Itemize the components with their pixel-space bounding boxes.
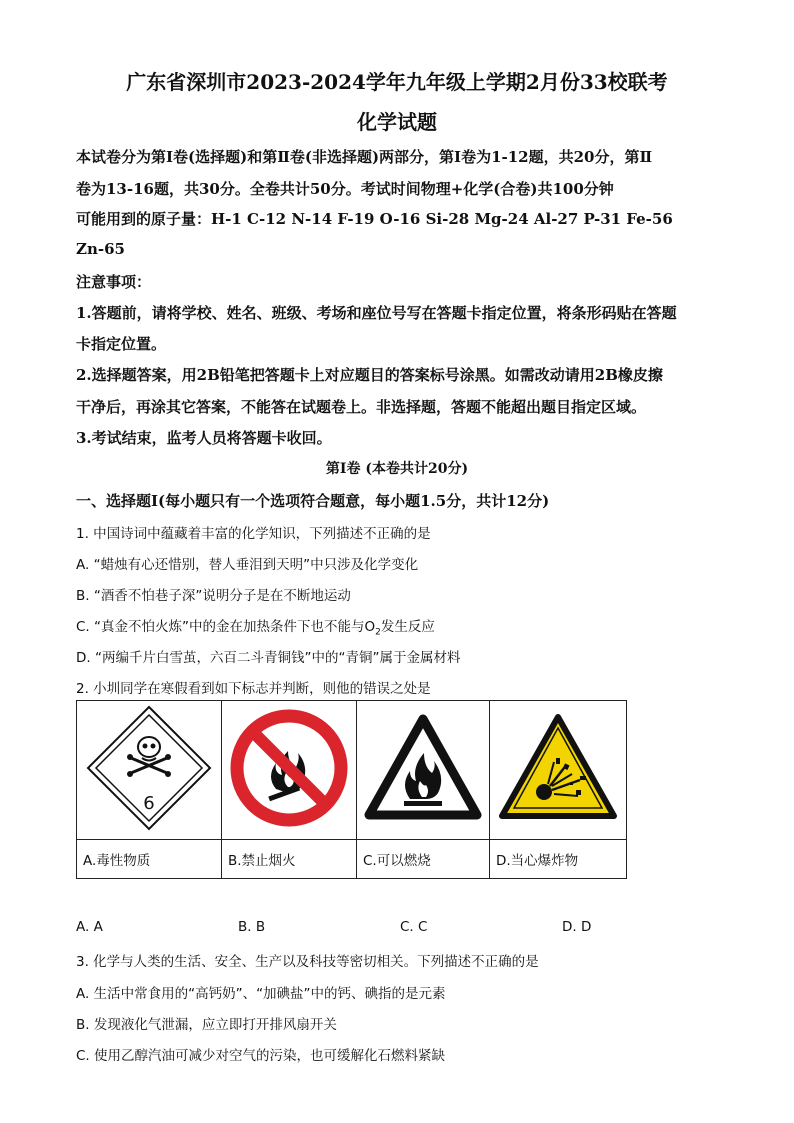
sign-cell-no-fire: [222, 701, 357, 840]
sign-caption-a: A.毒性物质: [77, 840, 222, 879]
q1-stem: 1. 中国诗词中蕴藏着丰富的化学知识，下列描述不正确的是: [76, 526, 431, 542]
note-1-line-2: 卡指定位置。: [76, 335, 167, 353]
atomic-mass-line-2: Zn-65: [76, 240, 125, 258]
q3-option-c: C. 使用乙醇汽油可减少对空气的污染，也可缓解化石燃料紧缺: [76, 1048, 446, 1064]
volume-title: 第Ⅰ卷 (本卷共计20分): [325, 461, 469, 477]
hazard-sign-table: [76, 700, 627, 879]
intro-line-1: 本试卷分为第Ⅰ卷(选择题)和第Ⅱ卷(非选择题)两部分，第Ⅰ卷为1-12题，共20分，第Ⅱ: [76, 148, 653, 166]
note-3: 3.考试结束，监考人员将答题卡收回。: [76, 429, 332, 447]
q1-option-c-tail: 发生反应: [380, 619, 435, 635]
q2-option-a: A. A: [76, 919, 103, 935]
sign-cell-explosive: [490, 701, 627, 840]
note-2-line-1: 2.选择题答案，用2B铅笔把答题卡上对应题目的答案标号涂黑。如需改动请用2B橡皮擦: [76, 366, 663, 384]
q1-option-a: A. “蜡烛有心还惜别，替人垂泪到天明”中只涉及化学变化: [76, 557, 419, 573]
q3-option-a: A. 生活中常食用的“高钙奶”、“加碘盐”中的钙、碘指的是元素: [76, 986, 446, 1002]
q1-option-d: D. “两编千片白雪茧，六百二斗青铜钱”中的“青铜”属于金属材料: [76, 650, 461, 666]
flammable-warning-icon: [364, 713, 482, 823]
q2-option-b: B. B: [238, 919, 266, 935]
q1-option-c: [76, 615, 435, 638]
part-title: 一、选择题Ⅰ(每小题只有一个选项符合题意，每小题1.5分，共计12分): [76, 492, 550, 510]
q1-option-b: B. “酒香不怕巷子深”说明分子是在不断地运动: [76, 588, 351, 604]
q3-stem: 3. 化学与人类的生活、安全、生产以及科技等密切相关。下列描述不正确的是: [76, 954, 539, 970]
q1-option-c-subscript: 2: [375, 627, 381, 638]
atomic-mass-line-1: 可能用到的原子量：H-1 C-12 N-14 F-19 O-16 Si-28 Mg-24 Al-27 P-31 Fe-56: [76, 210, 673, 228]
exam-subject: 化学试题: [357, 110, 437, 134]
q3-option-b: B. 发现液化气泄漏，应立即打开排风扇开关: [76, 1017, 337, 1033]
q2-option-d: D. D: [562, 919, 592, 935]
sign-caption-d: D.当心爆炸物: [490, 840, 627, 879]
explosive-warning-icon: [498, 712, 618, 824]
notes-heading: 注意事项：: [76, 273, 152, 291]
exam-title: 广东省深圳市2023-2024学年九年级上学期2月份33校联考: [126, 70, 668, 94]
sign-cell-toxic: [77, 701, 222, 840]
q2-stem: 2. 小圳同学在寒假看到如下标志并判断，则他的错误之处是: [76, 681, 431, 697]
sign-cell-flammable: [357, 701, 490, 840]
sign-caption-c: C.可以燃烧: [357, 840, 490, 879]
toxic-diamond-icon: [84, 703, 214, 833]
note-1-line-1: 1.答题前，请将学校、姓名、班级、考场和座位号写在答题卡指定位置，将条形码贴在答题: [76, 304, 677, 322]
no-open-flame-icon: [228, 707, 350, 829]
intro-line-2: 卷为13-16题，共30分。全卷共计50分。考试时间物理+化学(合卷)共100分钟: [76, 180, 614, 198]
q2-option-c: C. C: [400, 919, 428, 935]
note-2-line-2: 干净后，再涂其它答案，不能答在试题卷上。非选择题，答题不能超出题目指定区域。: [76, 398, 647, 416]
q1-option-c-text: C. “真金不怕火炼”中的金在加热条件下也不能与O: [76, 619, 376, 635]
toxic-class-number: 6: [143, 793, 155, 814]
sign-caption-b: B.禁止烟火: [222, 840, 357, 879]
